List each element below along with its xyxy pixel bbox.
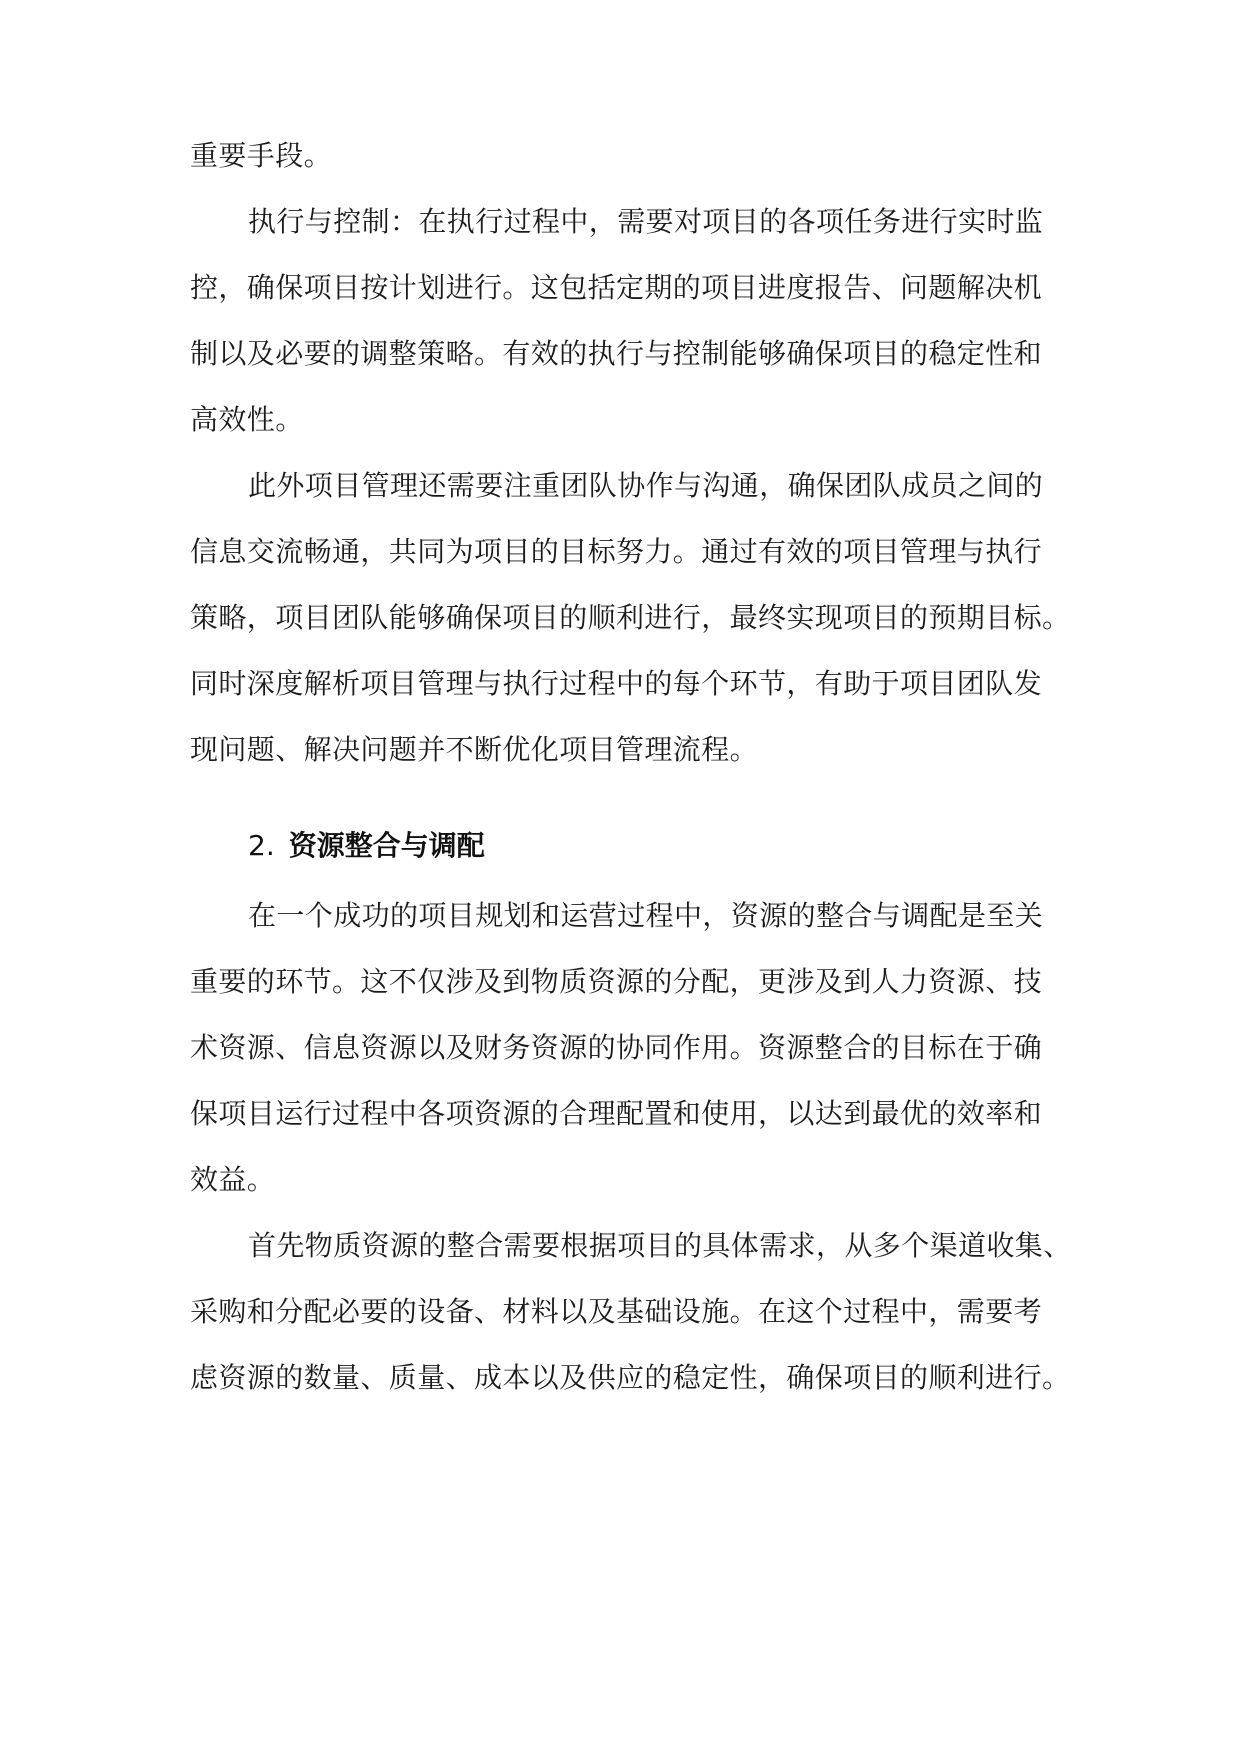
text-line: 虑资源的数量、质量、成本以及供应的稳定性，确保项目的顺利进行。: [190, 1361, 1071, 1394]
text-line: 现问题、解决问题并不断优化项目管理流程。: [190, 733, 759, 766]
text-line: 首先物质资源的整合需要根据项目的具体需求，从多个渠道收集、: [248, 1229, 1072, 1262]
text-line: 同时深度解析项目管理与执行过程中的每个环节，有助于项目团队发: [190, 667, 1043, 700]
text-line: 控，确保项目按计划进行。这包括定期的项目进度报告、问题解决机: [190, 271, 1043, 304]
text-line: 制以及必要的调整策略。有效的执行与控制能够确保项目的稳定性和: [190, 337, 1043, 370]
text-line: 术资源、信息资源以及财务资源的协同作用。资源整合的目标在于确: [190, 1031, 1043, 1064]
section-heading: [248, 826, 485, 866]
text-line: 采购和分配必要的设备、材料以及基础设施。在这个过程中，需要考: [190, 1295, 1043, 1328]
text-line: 重要手段。: [190, 139, 333, 172]
text-line: 高效性。: [190, 403, 304, 436]
text-line: 重要的环节。这不仅涉及到物质资源的分配，更涉及到人力资源、技: [190, 965, 1043, 998]
text-line: 在一个成功的项目规划和运营过程中，资源的整合与调配是至关: [248, 899, 1044, 932]
text-line: 保项目运行过程中各项资源的合理配置和使用，以达到最优的效率和: [190, 1097, 1043, 1130]
text-line: 效益。: [190, 1163, 276, 1196]
text-line: 策略，项目团队能够确保项目的顺利进行，最终实现项目的预期目标。: [190, 601, 1071, 634]
section-number: 2.: [248, 829, 275, 862]
section-title: 资源整合与调配: [288, 829, 485, 862]
text-line: 执行与控制：在执行过程中，需要对项目的各项任务进行实时监: [248, 205, 1044, 238]
text-line: 信息交流畅通，共同为项目的目标努力。通过有效的项目管理与执行: [190, 535, 1043, 568]
text-line: 此外项目管理还需要注重团队协作与沟通，确保团队成员之间的: [248, 469, 1044, 502]
